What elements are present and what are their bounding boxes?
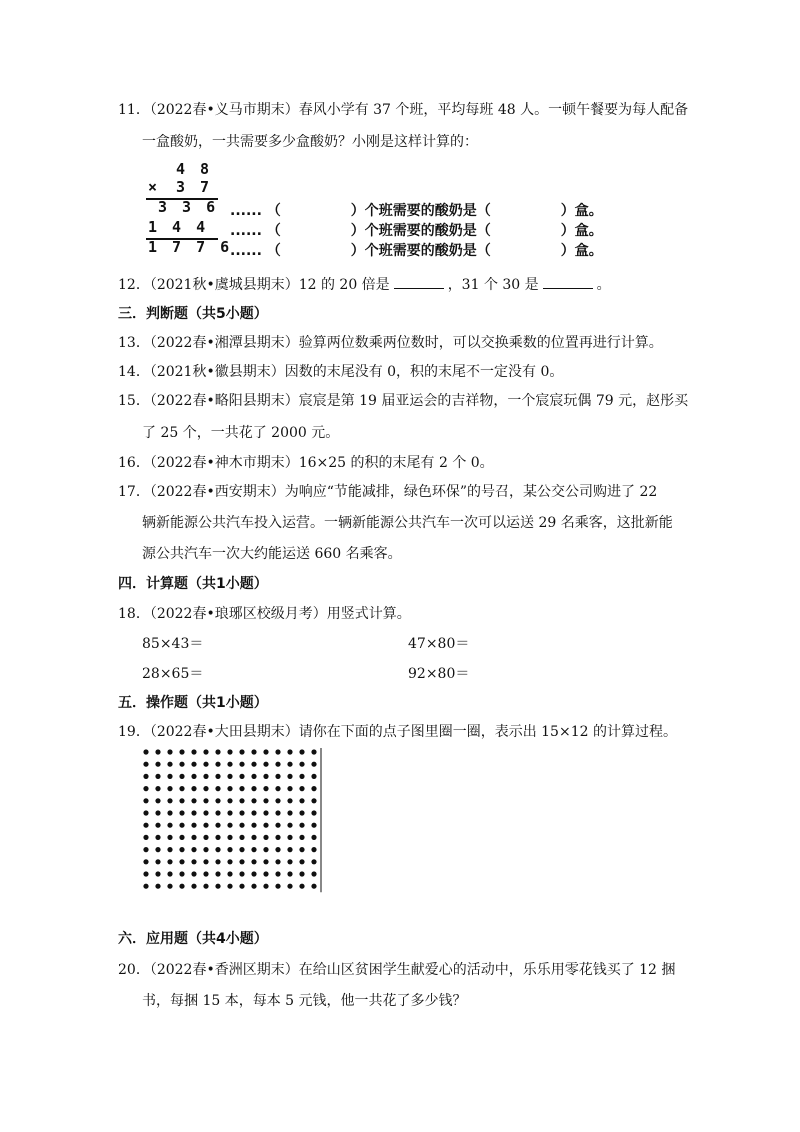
grid-dot — [239, 774, 244, 779]
grid-dot — [299, 823, 304, 828]
section-6-heading: 六．应用题（共4小题） — [118, 931, 268, 947]
exercise-4: 92×80＝ — [408, 666, 470, 682]
grid-dot — [143, 786, 148, 791]
grid-dot — [299, 810, 304, 815]
grid-dot — [251, 786, 256, 791]
grid-dot — [191, 774, 196, 779]
grid-dot — [215, 762, 220, 767]
grid-dot — [191, 871, 196, 876]
exercise-3: 28×65＝ — [142, 666, 204, 682]
grid-dot — [299, 859, 304, 864]
grid-dot — [227, 847, 232, 852]
grid-dot — [263, 762, 268, 767]
grid-dot — [215, 859, 220, 864]
grid-dot — [239, 786, 244, 791]
grid-dot — [155, 749, 160, 754]
grid-dot — [191, 786, 196, 791]
grid-dot — [311, 810, 316, 815]
grid-dot — [179, 859, 184, 864]
grid-dot — [263, 871, 268, 876]
dots-1: ...... — [230, 203, 262, 219]
grid-dot — [155, 835, 160, 840]
grid-dot — [287, 835, 292, 840]
grid-dot — [263, 810, 268, 815]
q20-line1: 20．（2022春•香洲区期末）在给山区贫困学生献爱心的活动中，乐乐用零花钱买了 12 捆 — [118, 962, 676, 978]
grid-dot — [311, 823, 316, 828]
grid-dot — [227, 749, 232, 754]
grid-dot — [263, 823, 268, 828]
grid-dot — [167, 847, 172, 852]
q19: 19．（2022春•大田县期末）请你在下面的点子图里圈一圈，表示出 15×12 的计算过程。 — [118, 724, 677, 740]
grid-dot — [155, 774, 160, 779]
grid-dot — [287, 871, 292, 876]
q17-line3: 源公共汽车一次大约能运送 660 名乘客。 — [142, 546, 402, 562]
grid-dot — [143, 871, 148, 876]
grid-dot — [311, 749, 316, 754]
grid-dot — [143, 762, 148, 767]
section-5-heading: 五．操作题（共1小题） — [118, 695, 268, 711]
grid-dot — [275, 823, 280, 828]
grid-dot — [287, 823, 292, 828]
grid-dot — [203, 823, 208, 828]
grid-dot — [167, 884, 172, 889]
grid-dot — [167, 835, 172, 840]
partial-product-1: 3 3 6 — [158, 198, 219, 216]
grid-dot — [275, 871, 280, 876]
grid-dot — [215, 810, 220, 815]
grid-dot — [299, 798, 304, 803]
grid-dot — [239, 823, 244, 828]
grid-dot — [167, 762, 172, 767]
grid-dot — [275, 749, 280, 754]
grid-dot — [167, 798, 172, 803]
grid-dot — [311, 859, 316, 864]
grid-dot — [203, 884, 208, 889]
grid-dot — [287, 847, 292, 852]
grid-dot — [215, 749, 220, 754]
section-3-heading: 三．判断题（共5小题） — [118, 306, 268, 322]
grid-dot — [227, 786, 232, 791]
grid-dot — [251, 762, 256, 767]
grid-dot — [155, 823, 160, 828]
grid-dot — [251, 749, 256, 754]
grid-dot — [275, 762, 280, 767]
grid-dot — [239, 762, 244, 767]
grid-dot — [191, 762, 196, 767]
grid-dot — [203, 859, 208, 864]
grid-dot — [227, 871, 232, 876]
grid-dot — [275, 774, 280, 779]
grid-dot — [239, 871, 244, 876]
grid-dot — [203, 871, 208, 876]
grid-dot — [275, 884, 280, 889]
grid-dot — [203, 749, 208, 754]
row-text-3: （ ）个班需要的酸奶是（ ）盒。 — [266, 243, 603, 259]
partial2-row — [230, 220, 603, 240]
q12-end: 。 — [596, 277, 611, 293]
grid-dot — [239, 749, 244, 754]
grid-dot — [227, 762, 232, 767]
row-text-2: （ ）个班需要的酸奶是（ ）盒。 — [266, 223, 603, 239]
q12-line — [118, 274, 611, 295]
q12-text: 12．（2021秋•虞城县期末）12 的 20 倍是 — [118, 277, 390, 293]
multiply-sign: × — [148, 178, 161, 196]
grid-dot — [239, 835, 244, 840]
q17-line1: 17．（2022春•西安期末）为响应“节能减排，绿色环保”的号召，某公交公司购进了 22 — [118, 484, 658, 500]
grid-dot — [203, 847, 208, 852]
grid-dot — [227, 798, 232, 803]
grid-dot — [311, 798, 316, 803]
grid-dot — [275, 835, 280, 840]
grid-dot — [227, 810, 232, 815]
grid-dot — [275, 810, 280, 815]
grid-dot — [239, 847, 244, 852]
grid-dot — [191, 847, 196, 852]
grid-dot — [287, 884, 292, 889]
grid-dot — [179, 774, 184, 779]
grid-dot — [203, 774, 208, 779]
grid-dot — [311, 847, 316, 852]
dot-grid[interactable] — [142, 748, 332, 900]
grid-dot — [299, 847, 304, 852]
grid-dot — [263, 798, 268, 803]
multiplication-work — [142, 160, 642, 260]
row-text-1: （ ）个班需要的酸奶是（ ）盒。 — [266, 203, 603, 219]
grid-dot — [155, 762, 160, 767]
q15-line1: 15．（2022春•略阳县期末）宸宸是第 19 届亚运会的吉祥物，一个宸宸玩偶 79 元，赵彤买 — [118, 393, 689, 409]
answer-blank-1[interactable] — [394, 274, 444, 289]
grid-dot — [143, 847, 148, 852]
grid-dot — [167, 810, 172, 815]
grid-dot — [263, 884, 268, 889]
grid-dot — [251, 798, 256, 803]
grid-dot — [155, 798, 160, 803]
grid-dot — [287, 859, 292, 864]
dots-3: ...... — [230, 243, 262, 259]
grid-dot — [167, 786, 172, 791]
q13: 13．（2022春•湘潭县期末）验算两位数乘两位数时，可以交换乘数的位置再进行计算。 — [118, 335, 663, 351]
grid-dot — [191, 810, 196, 815]
grid-dot — [191, 835, 196, 840]
multiplicand: 4 8 — [176, 160, 213, 178]
grid-dot — [287, 786, 292, 791]
partial-product-2: 1 4 4 — [148, 218, 209, 236]
grid-dot — [287, 810, 292, 815]
grid-dot — [251, 810, 256, 815]
grid-dot — [203, 798, 208, 803]
grid-dot — [167, 774, 172, 779]
q15-line2: 了 25 个，一共花了 2000 元。 — [142, 425, 340, 441]
dots-2: ...... — [230, 223, 262, 239]
grid-dot — [143, 823, 148, 828]
grid-dot — [239, 810, 244, 815]
grid-dot — [191, 823, 196, 828]
grid-dot — [215, 847, 220, 852]
grid-dot — [299, 871, 304, 876]
grid-dot — [311, 774, 316, 779]
partial1-row — [230, 200, 603, 220]
grid-dot — [179, 847, 184, 852]
q14: 14．（2021秋•徽县期末）因数的末尾没有 0，积的末尾不一定没有 0。 — [118, 364, 564, 380]
grid-dot — [203, 762, 208, 767]
grid-dot — [179, 884, 184, 889]
grid-dot — [275, 859, 280, 864]
grid-dot — [287, 774, 292, 779]
grid-dot — [263, 835, 268, 840]
grid-dot — [215, 871, 220, 876]
grid-dot — [239, 859, 244, 864]
grid-dot — [179, 798, 184, 803]
section-4-heading: 四．计算题（共1小题） — [118, 576, 268, 592]
grid-dot — [311, 884, 316, 889]
grid-dot — [155, 847, 160, 852]
grid-dot — [191, 859, 196, 864]
grid-dot — [215, 786, 220, 791]
grid-dot — [275, 847, 280, 852]
q11-line1: 11．（2022春•义马市期末）春风小学有 37 个班，平均每班 48 人。一顿午餐要为每人配备 — [118, 102, 689, 118]
grid-dot — [275, 786, 280, 791]
grid-dot — [215, 823, 220, 828]
grid-dot — [215, 798, 220, 803]
q20-line2: 书，每捆 15 本，每本 5 元钱，他一共花了多少钱？ — [142, 993, 467, 1009]
total-product: 1 7 7 6 — [148, 238, 233, 256]
grid-dot — [299, 762, 304, 767]
grid-dot — [179, 749, 184, 754]
grid-dot — [299, 774, 304, 779]
grid-dot — [215, 884, 220, 889]
grid-dot — [191, 884, 196, 889]
exercise-2: 47×80＝ — [408, 636, 470, 652]
total-row — [230, 240, 603, 260]
q16: 16．（2022春•神木市期末）16×25 的积的末尾有 2 个 0。 — [118, 455, 494, 471]
grid-dot — [227, 823, 232, 828]
grid-dot — [167, 823, 172, 828]
grid-dot — [203, 810, 208, 815]
grid-dot — [227, 774, 232, 779]
grid-dot — [167, 749, 172, 754]
grid-dot — [251, 774, 256, 779]
grid-dot — [239, 884, 244, 889]
grid-dot — [287, 762, 292, 767]
grid-dot — [155, 810, 160, 815]
grid-dot — [227, 884, 232, 889]
grid-dot — [143, 884, 148, 889]
grid-dot — [287, 749, 292, 754]
q12-mid: ，31 个 30 是 — [447, 277, 539, 293]
answer-blank-2[interactable] — [543, 274, 593, 289]
grid-dot — [143, 810, 148, 815]
grid-dot — [215, 774, 220, 779]
grid-dot — [251, 835, 256, 840]
grid-dot — [263, 774, 268, 779]
grid-dot — [191, 798, 196, 803]
grid-dot — [179, 835, 184, 840]
grid-dot — [143, 749, 148, 754]
grid-dot — [251, 823, 256, 828]
grid-dot — [263, 786, 268, 791]
grid-dot — [263, 749, 268, 754]
grid-dot — [179, 786, 184, 791]
grid-dot — [239, 798, 244, 803]
grid-dot — [179, 823, 184, 828]
q17-line2: 辆新能源公共汽车投入运营。一辆新能源公共汽车一次可以运送 29 名乘客，这批新能 — [142, 515, 673, 531]
q11-line2: 一盒酸奶，一共需要多少盒酸奶？小刚是这样计算的： — [142, 134, 478, 150]
grid-dot — [203, 835, 208, 840]
grid-dot — [299, 749, 304, 754]
grid-dot — [299, 835, 304, 840]
grid-dot — [311, 871, 316, 876]
grid-dot — [143, 859, 148, 864]
grid-dot — [179, 871, 184, 876]
grid-dot — [251, 871, 256, 876]
grid-dot — [263, 859, 268, 864]
grid-dot — [167, 859, 172, 864]
grid-dot — [299, 884, 304, 889]
grid-dot — [179, 762, 184, 767]
exercise-1: 85×43＝ — [142, 636, 204, 652]
grid-dot — [311, 835, 316, 840]
grid-dot — [167, 871, 172, 876]
grid-dot — [227, 835, 232, 840]
grid-dot — [143, 798, 148, 803]
grid-dot — [275, 798, 280, 803]
grid-dot — [227, 859, 232, 864]
grid-dot — [299, 786, 304, 791]
grid-dot — [143, 774, 148, 779]
grid-dot — [251, 884, 256, 889]
grid-dot — [155, 884, 160, 889]
grid-dot — [287, 798, 292, 803]
grid-dot — [179, 810, 184, 815]
q18: 18．（2022春•琅琊区校级月考）用竖式计算。 — [118, 606, 411, 622]
grid-dot — [215, 835, 220, 840]
grid-dot — [263, 847, 268, 852]
multiplier: 3 7 — [176, 178, 213, 196]
grid-dot — [155, 786, 160, 791]
grid-dot — [155, 871, 160, 876]
grid-dot — [251, 847, 256, 852]
grid-dot — [143, 835, 148, 840]
grid-dot — [155, 859, 160, 864]
grid-dot — [203, 786, 208, 791]
grid-dot — [311, 762, 316, 767]
grid-dot — [251, 859, 256, 864]
grid-dot — [311, 786, 316, 791]
grid-dot — [191, 749, 196, 754]
